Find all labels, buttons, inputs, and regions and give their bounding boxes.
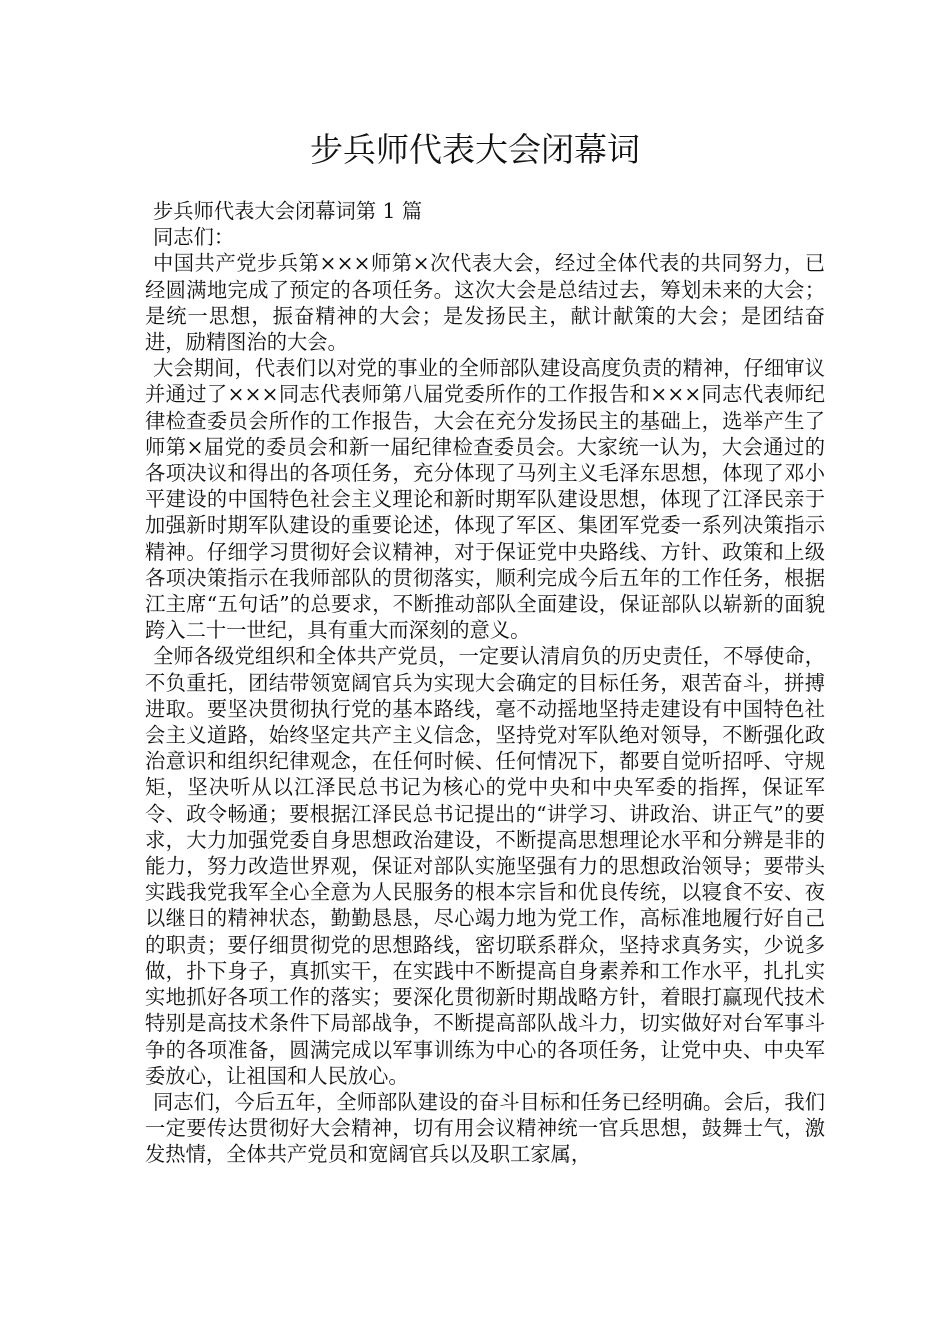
paragraph-1: 中国共产党步兵第×××师第×次代表大会，经过全体代表的共同努力，已经圆满地完成了预定的各项任务。这次大会是总结过去，筹划未来的大会；是统一思想，振奋精神的大会；是发扬民主，献计献策的大会；是团结奋进，励精图治的大会。 [145,251,825,355]
paragraph-2: 大会期间，代表们以对党的事业的全师部队建设高度负责的精神，仔细审议并通过了×××同志代表师第八届党委所作的工作报告和×××同志代表师纪律检查委员会所作的工作报告，大会在充分发扬民主的基础上，选举产生了师第×届党的委员会和新一届纪律检查委员会。大家统一认为，大会通过的各项决议和得出的各项任务，充分体现了马列主义毛泽东思想，体现了邓小平建设的中国特色社会主义理论和新时期军队建设思想，体现了江泽民亲于加强新时期军队建设的重要论述，体现了军区、集团军党委一系列决策指示精神。仔细学习贯彻好会议精神，对于保证党中央路线、方针、政策和上级各项决策指示在我师部队的贯彻落实，顺利完成今后五年的工作任务，根据江主席“五句话”的总要求，不断推动部队全面建设，保证部队以崭新的面貌跨入二十一世纪，具有重大而深刻的意义。 [145,356,825,643]
document-title: 步兵师代表大会闭幕词 [310,130,640,169]
salutation: 同志们： [153,225,235,250]
document-body [145,198,825,1168]
paragraph-3: 全师各级党组织和全体共产党员，一定要认清肩负的历史责任，不辱使命，不负重托，团结带领宽阔官兵为实现大会确定的目标任务，艰苦奋斗，拼搏进取。要坚决贯彻执行党的基本路线，毫不动摇地坚持走建设有中国特色社会主义道路，始终坚定共产主义信念，坚持党对军队绝对领导，不断强化政治意识和组织纪律观念，在任何时候、任何情况下，都要自觉听招呼、守规矩，坚决听从以江泽民总书记为核心的党中央和中央军委的指挥，保证军令、政令畅通；要根据江泽民总书记提出的“讲学习、讲政治、讲正气”的要求，大力加强党委自身思想政治建设，不断提高思想理论水平和分辨是非的能力，努力改造世界观，保证对部队实施坚强有力的思想政治领导；要带头实践我党我军全心全意为人民服务的根本宗旨和优良传统，以寝食不安、夜以继日的精神状态，勤勤恳恳，尽心竭力地为党工作，高标准地履行好自己的职责；要仔细贯彻党的思想路线，密切联系群众，坚持求真务实，少说多做，扑下身子，真抓实干，在实践中不断提高自身素养和工作水平，扎扎实实地抓好各项工作的落实；要深化贯彻新时期战略方针，着眼打赢现代技术特别是高技术条件下局部战争，不断提高部队战斗力，切实做好对台军事斗争的各项准备，圆满完成以军事训练为中心的各项任务，让党中央、中央军委放心，让祖国和人民放心。 [145,644,825,1088]
document-subtitle: 步兵师代表大会闭幕词第 1 篇 [153,199,423,223]
paragraph-4: 同志们，今后五年，全师部队建设的奋斗目标和任务已经明确。会后，我们一定要传达贯彻好大会精神，切有用会议精神统一官兵思想，鼓舞士气，激发热情，全体共产党员和宽阔官兵以及职工家属， [145,1089,825,1167]
